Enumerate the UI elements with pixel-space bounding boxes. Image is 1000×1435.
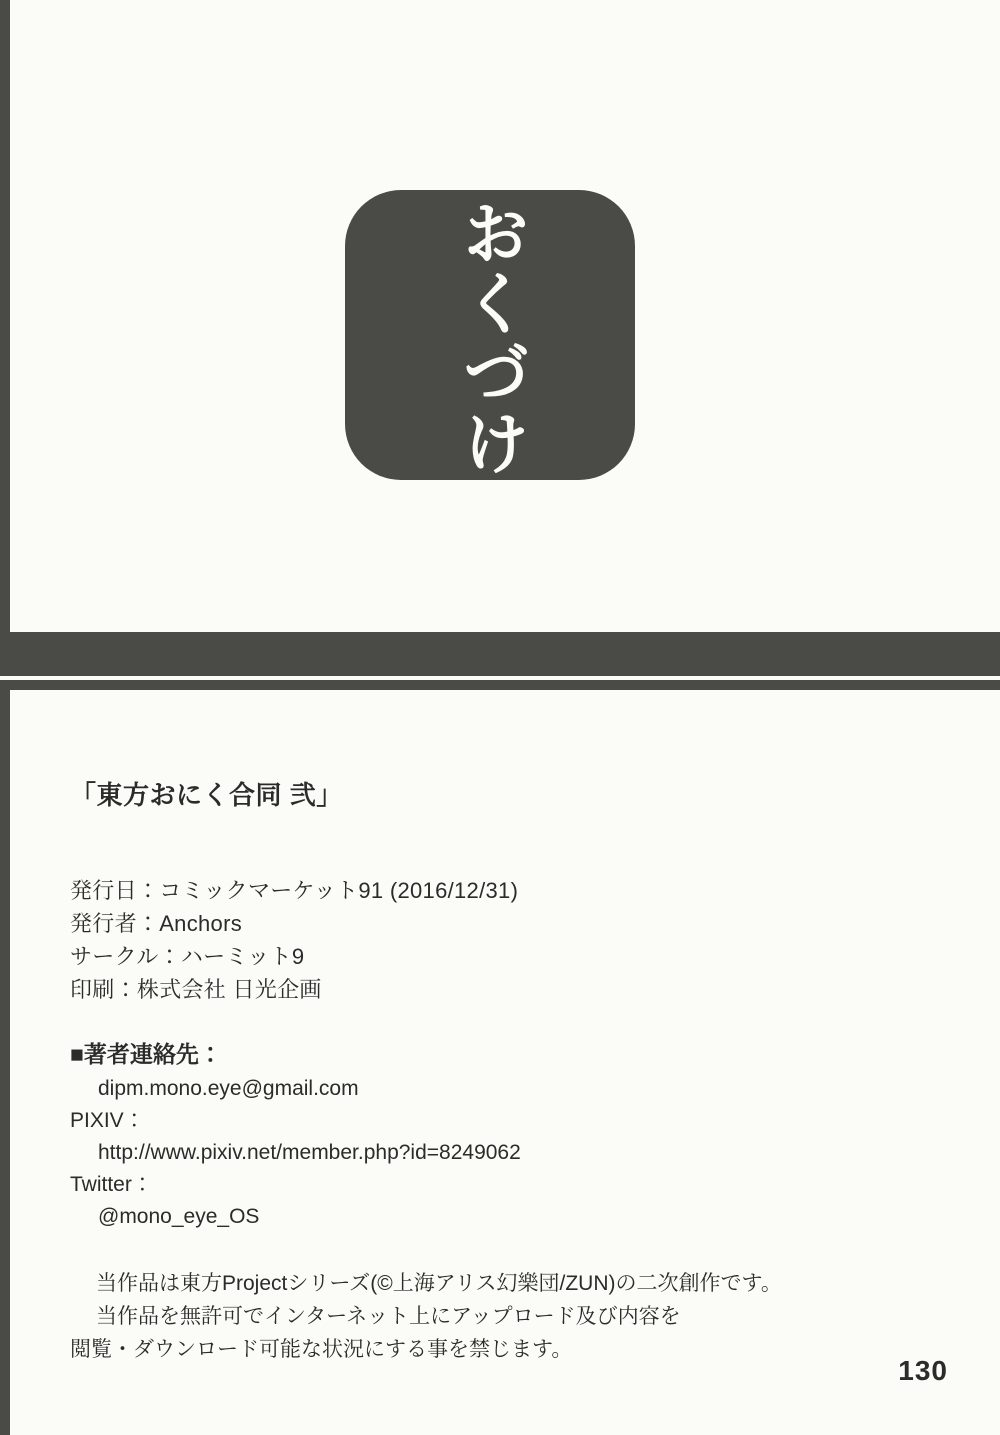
twitter-label: Twitter： (70, 1172, 153, 1196)
colophon-block (70, 775, 930, 1366)
page-spine-strip (0, 0, 10, 1435)
notice-line-1: 当作品は東方Projectシリーズ(©上海アリス幻樂団/ZUN)の二次創作です。 (96, 1271, 782, 1295)
page-number: 130 (898, 1355, 948, 1386)
circle-line: サークル：ハーミット9 (70, 944, 305, 969)
okuzuke-badge-label: おくづけ (450, 198, 530, 478)
divider-band-top (0, 632, 1000, 676)
notice-line-2: 当作品を無許可でインターネット上にアップロード及び内容を (96, 1304, 681, 1328)
divider-band-bottom (0, 680, 1000, 690)
contact-email[interactable]: dipm.mono.eye@gmail.com (98, 1077, 359, 1100)
publish-date-line: 発行日：コミックマーケット91 (2016/12/31) (70, 878, 519, 903)
pixiv-url[interactable]: http://www.pixiv.net/member.php?id=8249062 (98, 1140, 521, 1164)
publisher-line: 発行者：Anchors (70, 911, 243, 936)
work-title: 「東方おにく合同 弐」 (70, 780, 343, 810)
okuzuke-badge (345, 190, 635, 480)
copyright-notice (70, 1267, 930, 1367)
printer-line: 印刷：株式会社 日光企画 (70, 977, 322, 1002)
twitter-handle[interactable]: @mono_eye_OS (98, 1204, 260, 1228)
contact-heading: ■著者連絡先： (70, 1041, 222, 1067)
notice-line-3: 閲覧・ダウンロード可能な状況にする事を禁じます。 (70, 1337, 573, 1361)
pixiv-label: PIXIV： (70, 1108, 145, 1132)
